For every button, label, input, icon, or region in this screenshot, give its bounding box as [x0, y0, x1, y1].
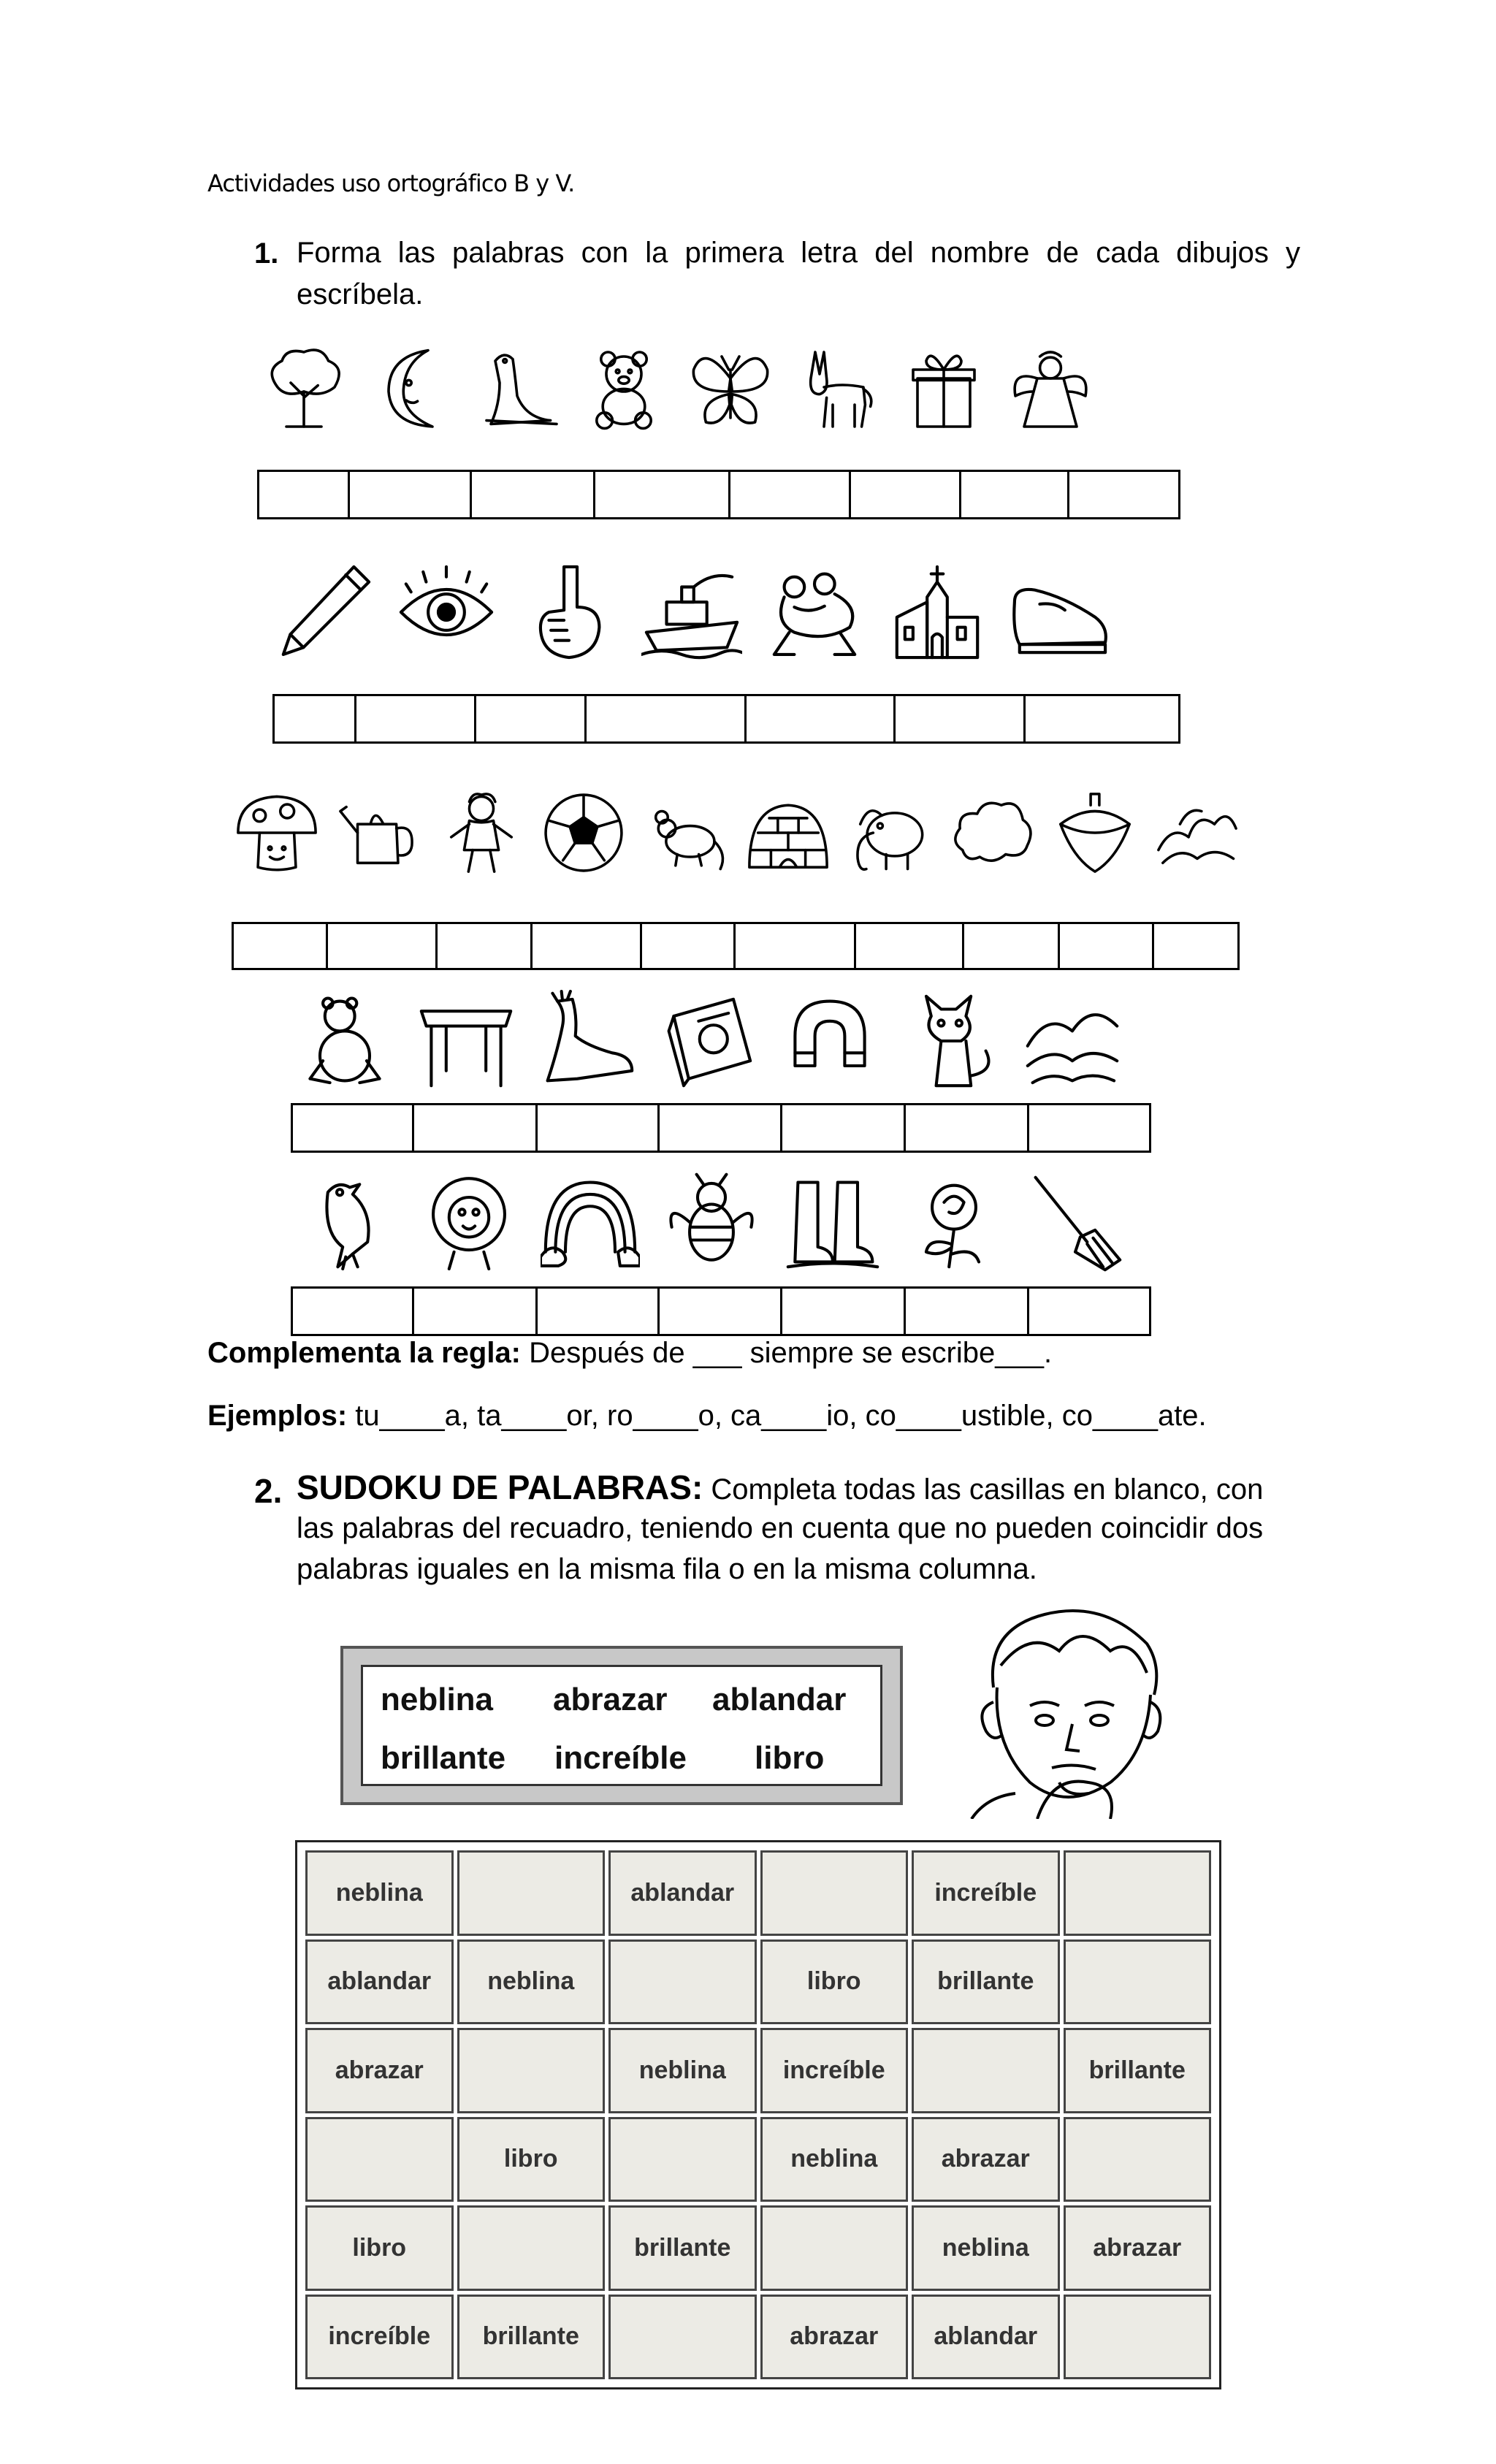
water-icon — [1023, 983, 1122, 1103]
sudoku-cell: neblina — [305, 1850, 454, 1936]
answer-box[interactable] — [660, 1289, 782, 1334]
sudoku-cell: abrazar — [760, 2295, 909, 2380]
sudoku-cell: abrazar — [1064, 2205, 1212, 2291]
sudoku-empty-cell[interactable] — [305, 2117, 454, 2202]
soccer-ball-icon — [541, 785, 627, 884]
answer-box[interactable] — [782, 1289, 906, 1334]
arm-icon — [538, 983, 637, 1103]
answer-box[interactable] — [538, 1105, 660, 1151]
question-2-text-line3: palabras iguales en la misma fila o en la misma columna. — [297, 1553, 1037, 1585]
answer-box[interactable] — [533, 924, 642, 968]
answer-box[interactable] — [1029, 1289, 1149, 1334]
tree-icon — [260, 329, 348, 449]
sudoku-cell: libro — [760, 1939, 909, 2025]
cloud-icon — [950, 785, 1036, 884]
answer-box[interactable] — [856, 924, 964, 968]
answer-box[interactable] — [538, 1289, 660, 1334]
sudoku-cell: brillante — [1064, 2028, 1212, 2113]
examples-line — [207, 1400, 1207, 1433]
answer-box[interactable] — [350, 472, 471, 517]
lion-icon — [419, 1167, 519, 1281]
sudoku-empty-cell[interactable] — [760, 2205, 909, 2291]
answer-box[interactable] — [906, 1105, 1029, 1151]
sudoku-cell: brillante — [457, 2295, 606, 2380]
sudoku-empty-cell[interactable] — [457, 1850, 606, 1936]
gift-icon — [900, 329, 988, 449]
sudoku-empty-cell[interactable] — [1064, 2117, 1212, 2202]
bear-icon — [295, 983, 394, 1103]
answer-box[interactable] — [293, 1289, 414, 1334]
sudoku-empty-cell[interactable] — [608, 2295, 757, 2380]
answer-box[interactable] — [736, 924, 855, 968]
answer-box[interactable] — [964, 924, 1060, 968]
finger-icon — [519, 554, 619, 674]
question-2-number: 2. — [254, 1472, 283, 1510]
answer-box[interactable] — [1060, 924, 1155, 968]
sudoku-empty-cell[interactable] — [608, 2117, 757, 2202]
answer-box-row — [291, 1286, 1151, 1336]
answer-box[interactable] — [660, 1105, 782, 1151]
examples-label: Ejemplos: — [207, 1400, 348, 1432]
word-bank-item: ablandar — [712, 1682, 847, 1717]
answer-box[interactable] — [1026, 696, 1178, 741]
sudoku-row — [305, 2028, 1211, 2113]
answer-box[interactable] — [472, 472, 595, 517]
answer-box[interactable] — [1029, 1105, 1149, 1151]
sudoku-cell: neblina — [760, 2117, 909, 2202]
mushroom-icon — [234, 785, 320, 884]
word-bank-item: brillante — [381, 1740, 506, 1776]
answer-box-row — [257, 470, 1180, 519]
answer-box[interactable] — [293, 1105, 414, 1151]
sudoku-cell: ablandar — [912, 2295, 1060, 2380]
boat-icon — [641, 554, 742, 674]
word-bank-item: increíble — [554, 1740, 687, 1776]
boots-icon — [783, 1167, 882, 1281]
elephant-icon — [847, 785, 934, 884]
sudoku-cell: increíble — [912, 1850, 1060, 1936]
word-bank-item: libro — [755, 1740, 825, 1776]
shoe-icon — [1010, 554, 1110, 674]
answer-box-row — [232, 922, 1240, 970]
pencil-icon — [273, 554, 374, 674]
answer-box[interactable] — [1154, 924, 1237, 968]
sudoku-empty-cell[interactable] — [760, 1850, 909, 1936]
answer-box[interactable] — [782, 1105, 906, 1151]
sudoku-row — [305, 2295, 1211, 2380]
spinning-top-icon — [1052, 785, 1138, 884]
rose-icon — [904, 1167, 1004, 1281]
sudoku-cell: ablandar — [608, 1850, 757, 1936]
examples-text: tu____a, ta____or, ro____o, ca____io, co____ustible, co____ate. — [347, 1400, 1207, 1432]
sudoku-empty-cell[interactable] — [1064, 1939, 1212, 2025]
frog-icon — [764, 554, 865, 674]
sudoku-row — [305, 1939, 1211, 2025]
sudoku-cell: ablandar — [305, 1939, 454, 2025]
question-2-text-line2: las palabras del recuadro, teniendo en cuenta que no pueden coincidir dos — [297, 1512, 1264, 1544]
answer-box[interactable] — [1069, 472, 1178, 517]
answer-box[interactable] — [961, 472, 1069, 517]
sudoku-cell: libro — [305, 2205, 454, 2291]
rule-line — [207, 1337, 1052, 1370]
rule-text: Después de ___ siempre se escribe___. — [521, 1337, 1053, 1369]
answer-box[interactable] — [642, 924, 736, 968]
sudoku-row — [305, 2205, 1211, 2291]
sudoku-empty-cell[interactable] — [1064, 1850, 1212, 1936]
bee-icon — [662, 1167, 761, 1281]
question-2-line1 — [297, 1467, 1300, 1511]
sudoku-cell: neblina — [457, 1939, 606, 2025]
answer-box[interactable] — [851, 472, 961, 517]
eye-icon — [396, 554, 497, 674]
answer-box[interactable] — [730, 472, 851, 517]
broom-icon — [1026, 1167, 1125, 1281]
question-1-text-line1: Forma las palabras con la primera letra del nombre de cada dibujos y — [297, 237, 1300, 269]
mouse-icon — [643, 785, 729, 884]
sudoku-empty-cell[interactable] — [457, 2205, 606, 2291]
answer-box[interactable] — [275, 696, 356, 741]
question-2-text-line1: Completa todas las casillas en blanco, con — [703, 1473, 1264, 1506]
answer-box[interactable] — [476, 696, 587, 741]
sudoku-cell: brillante — [608, 2205, 757, 2291]
sudoku-cell: abrazar — [305, 2028, 454, 2113]
moon-icon — [367, 329, 454, 449]
word-bank-item: neblina — [381, 1682, 494, 1717]
answer-box-row — [291, 1103, 1151, 1153]
sudoku-empty-cell[interactable] — [1064, 2295, 1212, 2380]
cat-icon — [901, 983, 1001, 1103]
donkey-icon — [793, 329, 881, 449]
table-icon — [416, 983, 516, 1103]
page-header: Actividades uso ortográfico B y V. — [207, 169, 575, 197]
sudoku-cell: brillante — [912, 1939, 1060, 2025]
magnet-icon — [780, 983, 879, 1103]
question-2-title: SUDOKU DE PALABRAS: — [297, 1468, 703, 1506]
answer-box[interactable] — [896, 696, 1026, 741]
doll-icon — [438, 785, 524, 884]
seal-icon — [473, 329, 561, 449]
answer-box-row — [272, 694, 1180, 744]
butterfly-icon — [687, 329, 774, 449]
sudoku-cell: abrazar — [912, 2117, 1060, 2202]
answer-box[interactable] — [414, 1105, 538, 1151]
answer-box[interactable] — [356, 696, 476, 741]
sudoku-cell: increíble — [760, 2028, 909, 2113]
word-bank-inner — [361, 1665, 882, 1786]
answer-box[interactable] — [414, 1289, 538, 1334]
church-icon — [887, 554, 988, 674]
sudoku-empty-cell[interactable] — [457, 2028, 606, 2113]
answer-box[interactable] — [906, 1289, 1029, 1334]
answer-box[interactable] — [234, 924, 328, 968]
answer-box[interactable] — [595, 472, 730, 517]
sudoku-row — [305, 2117, 1211, 2202]
rainbow-icon — [541, 1167, 640, 1281]
book-icon — [659, 983, 758, 1103]
sudoku-empty-cell[interactable] — [912, 2028, 1060, 2113]
sudoku-grid — [295, 1840, 1221, 2389]
thinking-boy-icon — [942, 1600, 1198, 1819]
answer-box[interactable] — [259, 472, 350, 517]
watering-can-icon — [336, 785, 422, 884]
sudoku-row — [305, 1850, 1211, 1936]
sudoku-cell: increíble — [305, 2295, 454, 2380]
answer-box[interactable] — [587, 696, 747, 741]
answer-box[interactable] — [328, 924, 438, 968]
question-1-number: 1. — [254, 237, 279, 270]
word-bank-item: abrazar — [553, 1682, 668, 1717]
angel-icon — [1007, 329, 1094, 449]
eagle-icon — [298, 1167, 397, 1281]
sudoku-cell: neblina — [912, 2205, 1060, 2291]
answer-box[interactable] — [438, 924, 533, 968]
rule-label: Complementa la regla: — [207, 1337, 522, 1369]
question-1-text-line2: escríbela. — [297, 278, 424, 310]
sudoku-cell: libro — [457, 2117, 606, 2202]
sudoku-empty-cell[interactable] — [608, 1939, 757, 2025]
igloo-icon — [745, 785, 831, 884]
wave-icon — [1154, 785, 1240, 884]
answer-box[interactable] — [747, 696, 896, 741]
word-bank — [340, 1646, 903, 1805]
sudoku-table — [302, 1847, 1215, 2383]
sudoku-cell: neblina — [608, 2028, 757, 2113]
teddy-bear-icon — [580, 329, 668, 449]
